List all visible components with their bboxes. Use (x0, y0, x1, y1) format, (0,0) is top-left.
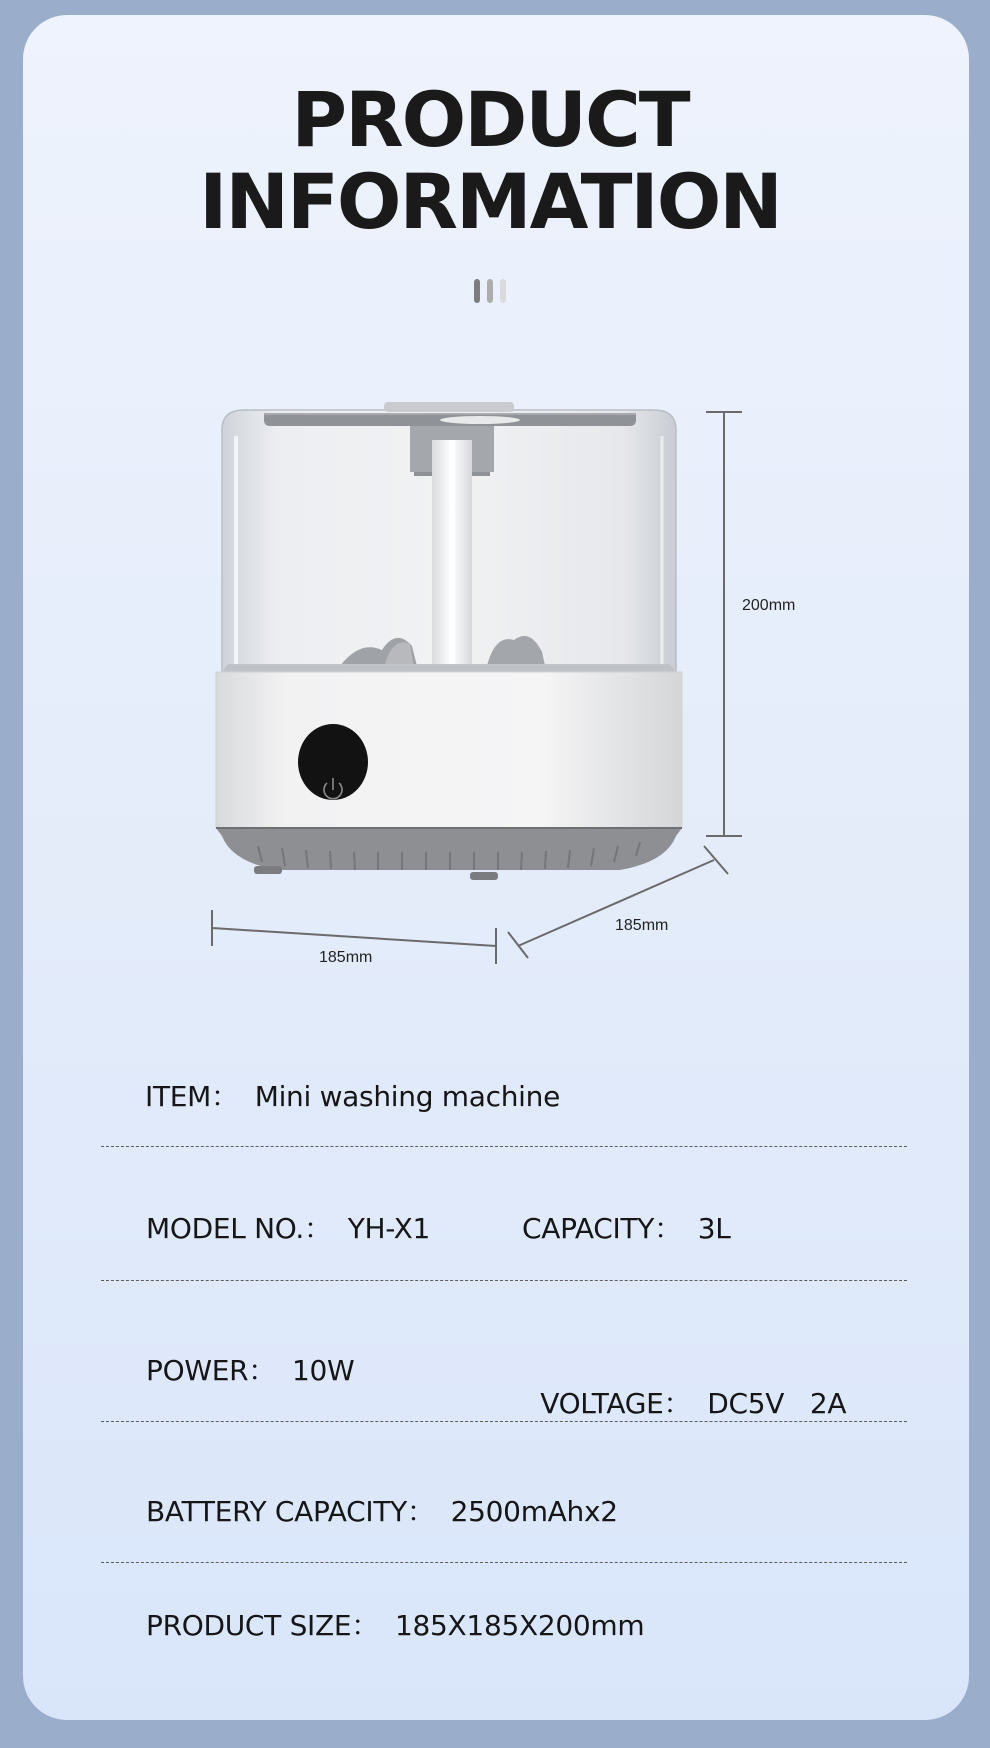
depth-label: 185mm (615, 917, 669, 934)
spec-size-value: 185X185X200mm (395, 1609, 645, 1642)
spec-capacity-value: 3L (697, 1212, 731, 1245)
base-unit (216, 672, 682, 880)
divider (101, 1280, 907, 1281)
spec-size (146, 1604, 644, 1644)
divider (101, 1421, 907, 1422)
spec-battery (146, 1490, 618, 1530)
spec-item (145, 1075, 560, 1115)
spec-voltage (523, 1349, 846, 1422)
spec-voltage-value: DC5V 2A (707, 1387, 847, 1420)
spec-model-value: YH-X1 (347, 1212, 431, 1245)
spec-power (146, 1349, 354, 1389)
spec-power-value: 10W (291, 1354, 355, 1387)
spec-voltage-label: VOLTAGE： (540, 1387, 692, 1420)
spec-size-label: PRODUCT SIZE： (146, 1609, 379, 1642)
spec-model-label: MODEL NO.： (146, 1212, 332, 1245)
spec-model (146, 1207, 430, 1247)
spec-battery-label: BATTERY CAPACITY： (146, 1495, 435, 1528)
width-label: 185mm (319, 949, 373, 966)
spec-item-label: ITEM： (145, 1080, 239, 1113)
spec-item-value: Mini washing machine (254, 1080, 561, 1113)
height-dimension-line (706, 412, 742, 836)
water-tank (222, 402, 676, 672)
page-title-line2: INFORMATION (199, 157, 781, 246)
power-button (298, 724, 368, 800)
spec-power-label: POWER： (146, 1354, 276, 1387)
page-title-line1: PRODUCT (291, 75, 689, 164)
spec-capacity-label: CAPACITY： (522, 1212, 682, 1245)
divider (101, 1146, 907, 1147)
divider (101, 1562, 907, 1563)
spec-capacity (522, 1207, 731, 1247)
height-label: 200mm (742, 597, 796, 614)
spec-battery-value: 2500mAhx2 (450, 1495, 618, 1528)
